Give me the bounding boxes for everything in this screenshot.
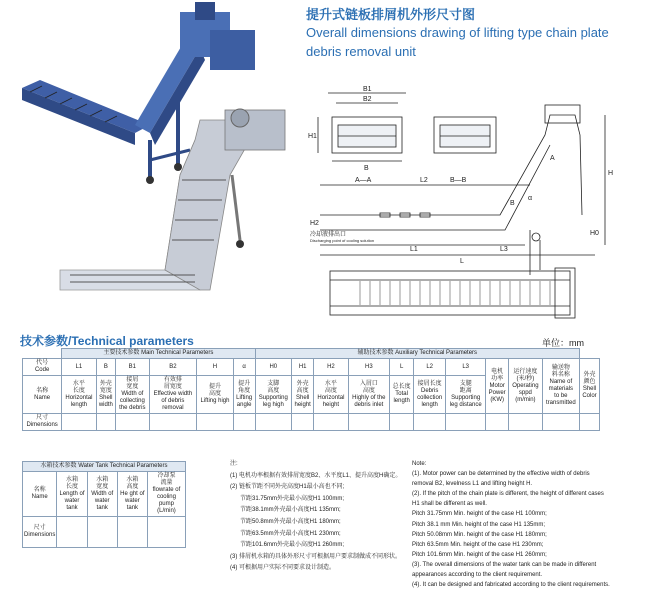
note-line: (4). It can be designed and fabricated according to the client requirements.: [412, 582, 610, 589]
note-line: 注:: [230, 461, 238, 467]
dim-cell[interactable]: [486, 414, 509, 431]
dim-cell[interactable]: [348, 414, 390, 431]
dim-header: 尺寸 Dimensions: [23, 414, 62, 431]
note-line: (1) 电机功率根据有效排屑宽度B2、水平度L1、提升高度H确定。: [230, 472, 402, 479]
note-line: (3) 排屑机水箱的具体外形尺寸可根据用户要求制做成不同形状。: [230, 553, 402, 560]
label-b: B: [364, 165, 369, 172]
water-dim-cell[interactable]: [87, 517, 117, 548]
label-section-bb: B—B: [450, 177, 467, 184]
aux-group-header: 辅助技术参数 Auxiliary Technical Parameters: [255, 349, 580, 359]
main-group-header: 主要技术参数 Main Technical Parameters: [62, 349, 255, 359]
name-cell: 外壳 高度 Shell height: [292, 376, 314, 414]
label-l3: L3: [500, 246, 508, 253]
dim-cell[interactable]: [96, 414, 115, 431]
water-dim-cell[interactable]: [57, 517, 87, 548]
name-cell: 输送物 料名称 Name of materials to be transmitted: [542, 359, 579, 414]
note-line: 节距38.1mm外壳最小高度H1 135mm;: [240, 507, 341, 514]
name-cell: 支脚 高度 Supporting leg high: [255, 376, 292, 414]
label-b-arrow: B: [510, 200, 515, 207]
water-tank-table: [22, 461, 186, 548]
label-l2: L2: [420, 177, 428, 184]
name-cell: 水平 长度 Horizontal length: [62, 376, 96, 414]
label-h0: H0: [590, 230, 599, 237]
note-line: (2) 链板节距不同外壳高度H1最小高也不同;: [230, 484, 345, 491]
dim-cell[interactable]: [292, 414, 314, 431]
label-h: H: [608, 170, 614, 177]
code-cell: H3: [348, 359, 390, 376]
label-h2: H2: [310, 220, 319, 227]
notes-cn: [230, 459, 405, 575]
label-b2: B2: [363, 96, 372, 103]
note-line: Pitch 50.08mm Min. height of the case H1 180mm;: [412, 531, 547, 538]
dim-cell[interactable]: [390, 414, 414, 431]
water-name-header: 名称 Name: [23, 472, 57, 517]
dim-cell[interactable]: [149, 414, 197, 431]
dim-cell[interactable]: [414, 414, 446, 431]
note-line: Pitch 101.6mm Min. height of the case H1 260mm;: [412, 551, 547, 558]
code-cell: B2: [149, 359, 197, 376]
dim-cell[interactable]: [446, 414, 486, 431]
dim-cell[interactable]: [509, 414, 543, 431]
name-cell: 水平 高度 Horizontal height: [314, 376, 348, 414]
water-dim-header: 尺寸 Dimensions: [23, 517, 57, 548]
note-line: 节距31.75mm外壳最小高度H1 100mm;: [240, 495, 345, 502]
main-params-table: [22, 348, 600, 431]
dimension-drawing: [300, 65, 646, 327]
code-cell: L1: [62, 359, 96, 376]
outlet-label-cn: 冷却液排出口: [310, 232, 347, 238]
label-b1: B1: [363, 86, 372, 93]
note-line: 节距63.5mm外壳最小高度H1 230mm;: [240, 530, 341, 537]
code-cell: H: [197, 359, 234, 376]
name-header: 名称 Name: [23, 376, 62, 414]
dim-cell[interactable]: [62, 414, 96, 431]
code-header: 代号 Code: [23, 359, 62, 376]
label-l: L: [460, 258, 464, 265]
name-cell: 电机 功率 Motor Power (KW): [486, 359, 509, 414]
name-cell: 提升 角度 Lifting angle: [233, 376, 255, 414]
water-group-header: 水箱技术参数 Water Tank Technical Parameters: [23, 462, 186, 472]
dim-cell[interactable]: [314, 414, 348, 431]
dim-cell[interactable]: [116, 414, 150, 431]
code-cell: H2: [314, 359, 348, 376]
note-line: 节距101.6mm外壳最小高度H1 260mm;: [240, 542, 345, 549]
label-a: A: [550, 155, 555, 162]
water-col: 水箱 高度 He ght of water tank: [117, 472, 147, 517]
note-line: (2). If the pitch of the chain plate is different, the height of different cases H1 shall be different as well.: [412, 491, 604, 508]
label-l1: L1: [410, 246, 418, 253]
dim-cell[interactable]: [233, 414, 255, 431]
label-h1: H1: [308, 133, 317, 140]
dim-cell[interactable]: [542, 414, 579, 431]
name-cell: 外壳 宽度 Shell width: [96, 376, 115, 414]
note-line: (3). The overall dimensions of the water tank can be made in different appearances according to the client requirement.: [412, 561, 597, 579]
label-alpha: α: [528, 195, 533, 202]
name-cell: 总长度 Total length: [390, 376, 414, 414]
title-cn: 提升式链板排屑机外形尺寸图: [306, 7, 476, 22]
note-line: Pitch 38.1 mm Min. height of the case H1 135mm;: [412, 521, 546, 528]
water-dim-cell[interactable]: [147, 517, 185, 548]
name-cell: 外壳 颜色 Shell Color: [580, 359, 600, 414]
code-cell: B1: [116, 359, 150, 376]
title-en: Overall dimensions drawing of lifting type chain plate debris removal unit: [306, 25, 609, 59]
outlet-label-en: Discharging point of cooling solution: [310, 238, 375, 243]
label-section-aa: A—A: [355, 177, 372, 184]
note-line: (1). Motor power can be determined by the effective width of debris removal B2, levelness L1 and lifting height H.: [412, 471, 590, 488]
name-cell: 提升 高度 Lifting high: [197, 376, 234, 414]
code-cell: H1: [292, 359, 314, 376]
code-row: [23, 359, 600, 376]
code-cell: L2: [414, 359, 446, 376]
plan-chain-marks: [360, 281, 550, 305]
dim-cell[interactable]: [255, 414, 292, 431]
name-cell: 支腿 距离 Supporting leg distance: [446, 376, 486, 414]
name-cell: 接屑长度 Debris collection length: [414, 376, 446, 414]
notes-en: [412, 459, 612, 590]
name-cell: 入屑口 高度 Highly of the debris inlet: [348, 376, 390, 414]
tech-params-title: 技术参数/Technical parameters: [20, 334, 194, 348]
dimensions-row: [23, 414, 600, 431]
machine-2: [60, 109, 285, 290]
section-bb: [434, 117, 496, 153]
note-line: Pitch 31.75mm Min. height of the case H1 100mm;: [412, 511, 547, 518]
dim-cell[interactable]: [580, 414, 600, 431]
name-cell: 运行速度 (米/秒) Operating sppd (m/min): [509, 359, 543, 414]
code-cell: α: [233, 359, 255, 376]
product-photo: [0, 0, 300, 330]
dim-cell[interactable]: [197, 414, 234, 431]
code-cell: L3: [446, 359, 486, 376]
name-cell: 有效排 屑宽度 Effective width of debris removal: [149, 376, 197, 414]
note-line: (4) 可根据用户实际不同要求设计制造。: [230, 565, 336, 572]
note-line: 节距50.8mm外壳最小高度H1 180mm;: [240, 518, 341, 525]
water-dim-cell[interactable]: [117, 517, 147, 548]
plan-view: [330, 268, 575, 318]
name-cell: 接屑 宽度 Width of collecting the debris: [116, 376, 150, 414]
code-cell: B: [96, 359, 115, 376]
unit-label: 单位：mm: [542, 338, 584, 348]
water-col: 冷却泵 流量 flowrate of cooling pump (L/min): [147, 472, 185, 517]
water-col: 水箱 宽度 Width of water tank: [87, 472, 117, 517]
water-col: 水箱 长度 Length of water tank: [57, 472, 87, 517]
code-cell: L: [390, 359, 414, 376]
code-cell: H0: [255, 359, 292, 376]
note-line: Note:: [412, 461, 427, 467]
note-line: Pitch 63.5mm Min. height of the case H1 230mm;: [412, 541, 544, 548]
section-aa: [318, 93, 406, 161]
